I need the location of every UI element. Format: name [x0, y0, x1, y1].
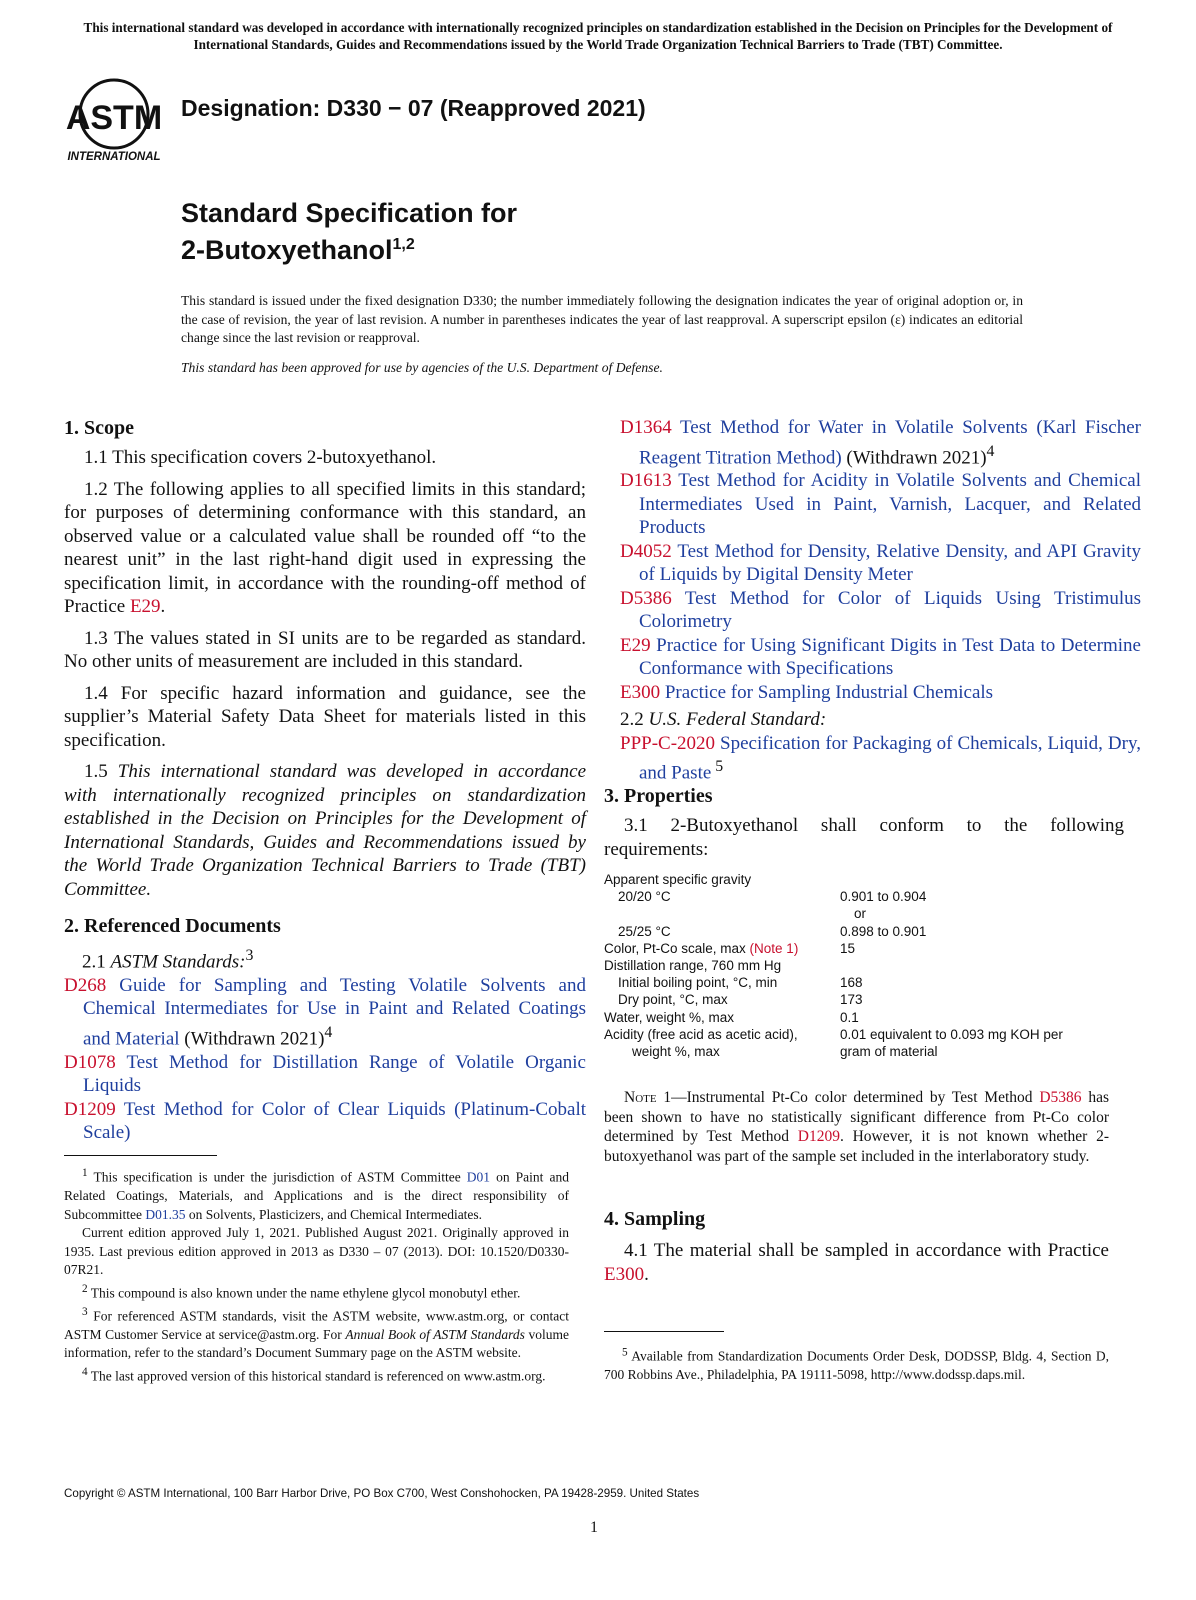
reference-item[interactable]: D1364 Test Method for Water in Volatile Solvents (Karl Fischer Reagent Titration Method) (Withdrawn 2021)$^4$	[620, 417, 1141, 468]
reference-item[interactable]: D1613 Test Method for Acidity in Volatile Solvents and Chemical Intermediates Used in Paint, Varnish, Lacquer, and Related Products	[620, 470, 1141, 539]
link-e29[interactable]: E29	[129, 596, 161, 617]
sampling-4-1: 4.1 The material shall be sampled in accordance with Practice E300.	[604, 1240, 1109, 1285]
page-number: 1	[590, 1519, 598, 1536]
astm-logo	[64, 72, 169, 164]
properties-section	[604, 784, 1124, 861]
federal-standard-subheading: 2.2 U.S. Federal Standard:	[620, 709, 827, 731]
footnote-divider	[64, 1155, 217, 1156]
footnote-3: $^3$ For referenced ASTM standards, visit the ASTM website, www.astm.org, or contact ASTM Customer Service at service@astm.org. For Annual Book of ASTM Standards volume information, refer to the standard’s Document Summary page on the ASTM website.	[64, 1305, 570, 1360]
table-row: 25/25 °C 0.898 to 0.901	[618, 923, 927, 939]
scope-1-2: 1.2 The following applies to all specified limits in this standard; for purposes of determining conformance with this standard, an observed value or a calculated value shall be rounded off “to the nearest unit” in the last right-hand digit used in expressing the specification limit, in accordance with the rounding-off method of Practice E29.	[64, 478, 586, 617]
designation: Designation: D330 − 07 (Reapproved 2021)	[181, 95, 646, 121]
logo-label: INTERNATIONAL	[67, 151, 161, 163]
footnote-divider	[604, 1331, 724, 1332]
link-e300[interactable]: E300	[604, 1263, 645, 1285]
title-footnote-ref: 1,2	[392, 236, 415, 253]
note-1-link[interactable]: (Note 1)	[749, 940, 799, 956]
reference-item[interactable]: E29 Practice for Using Significant Digits in Test Data to Determine Conformance with Specifications	[620, 634, 1141, 680]
astm-reference-list-right	[620, 416, 1141, 704]
table-row: Distillation range, 760 mm Hg	[604, 958, 782, 974]
title-line-2: 2-Butoxyethanol	[181, 235, 393, 265]
scope-1-4: 1.4 For specific hazard information and guidance, see the supplier’s Material Safety Data Sheet for materials listed in this specification.	[64, 682, 586, 751]
document-title	[181, 198, 517, 266]
link-d5386[interactable]: D5386	[1039, 1089, 1082, 1106]
note-1: Note 1—Instrumental Pt-Co color determined by Test Method D5386 has been shown to have no statistically significant difference from Pt-Co color determined by Test Method D1209. However, it is not known whether 2-butoxyethanol was part of the sample set included in the interlaboratory study.	[604, 1089, 1109, 1165]
title-line-1: Standard Specification for	[181, 198, 518, 228]
reference-item[interactable]: E300 Practice for Sampling Industrial Chemicals	[620, 681, 994, 703]
reference-item[interactable]: D268 Guide for Sampling and Testing Volatile Solvents and Chemical Intermediates for Use in Paint and Related Coatings and Material (Withdrawn 2021)$^4$	[64, 974, 586, 1050]
table-row: Initial boiling point, °C, min 168	[618, 975, 863, 991]
reference-item[interactable]: D1209 Test Method for Color of Clear Liquids (Platinum-Cobalt Scale)	[64, 1098, 586, 1144]
footnote-5: $^5$ Available from Standardization Documents Order Desk, DODSSP, Bldg. 4, Section D, 700 Robbins Ave., Philadelphia, PA 19111-5098, http://www.dodssp.daps.mil.	[604, 1346, 1109, 1382]
table-row: weight %, max gram of material	[632, 1044, 938, 1060]
right-column	[620, 416, 1141, 785]
table-row: Apparent specific gravity	[604, 872, 752, 887]
link-d1209[interactable]: D1209	[797, 1128, 840, 1145]
reference-item[interactable]: D4052 Test Method for Density, Relative Density, and API Gravity of Liquids by Digital Density Meter	[620, 540, 1141, 586]
properties-table	[604, 871, 1063, 1060]
footnote-1: $^1$ This specification is under the jurisdiction of ASTM Committee D01 on Paint and Related Coatings, Materials, and Applications and is the direct responsibility of Subcommittee D01.35 on Solvents, Plasticizers, and Chemical Intermediates.	[64, 1167, 569, 1222]
astm-standards-subheading: 2.1 ASTM Standards:$^3$	[82, 947, 254, 973]
federal-reference-item[interactable]: PPP-C-2020 Specification for Packaging of Chemicals, Liquid, Dry, and Paste $^5$	[620, 732, 1141, 784]
table-row: or	[854, 906, 867, 922]
reference-item[interactable]: D5386 Test Method for Color of Liquids Using Tristimulus Colorimetry	[620, 587, 1141, 633]
footnote-2: $^2$ This compound is also known under the name ethylene glycol monobutyl ether.	[82, 1282, 521, 1300]
copyright-notice: Copyright © ASTM International, 100 Barr Harbor Drive, PO Box C700, West Conshohocken, PA 19428-2959. United States	[64, 1487, 700, 1500]
section-references-heading: 2. Referenced Documents	[64, 915, 281, 937]
properties-3-1: 3.1 2-Butoxyethanol shall conform to the following requirements:	[604, 815, 1124, 860]
sampling-section	[604, 1207, 1109, 1286]
link-d01[interactable]: D01	[466, 1169, 491, 1185]
footnote-4: $^4$ The last approved version of this historical standard is referenced on www.astm.org.	[82, 1365, 546, 1383]
scope-1-3: 1.3 The values stated in SI units are to be regarded as standard. No other units of measurement are included in this standard.	[64, 627, 586, 672]
dod-approval-note: This standard has been approved for use by agencies of the U.S. Department of Defense.	[181, 360, 663, 375]
scope-1-5: 1.5 This international standard was developed in accordance with internationally recognized principles on standardization established in the Decision on Principles for the Development of International Standards, Guides and Recommendations issued by the World Trade Organization Technical Barriers to Trade (TBT) Committee.	[64, 761, 587, 900]
table-row: Color, Pt-Co scale, max (Note 1) 15	[604, 940, 856, 956]
left-column	[64, 416, 586, 1145]
table-row: Water, weight %, max 0.1	[604, 1009, 859, 1025]
footnote-edition: Current edition approved July 1, 2021. Published August 2021. Originally approved in 1935. Last previous edition approved in 2013 as D330 – 07 (2013). DOI: 10.1520/D0330-07R21.	[64, 1225, 569, 1277]
footnotes-left	[64, 1164, 569, 1386]
table-row: 20/20 °C 0.901 to 0.904	[618, 889, 927, 905]
reference-item[interactable]: D1078 Test Method for Distillation Range of Volatile Organic Liquids	[64, 1051, 586, 1097]
logo-wordmark: ASTM	[65, 99, 163, 137]
top-notice: This international standard was developed in accordance with internationally recognized principles on standardization established in the Decision on Principles for the Development of International Standards, Guides and Recommendations issued by the World Trade Organization Technical Barriers to Trade (TBT) Committee.	[83, 20, 1113, 52]
section-scope-heading: 1. Scope	[64, 417, 134, 439]
astm-reference-list-left	[64, 974, 586, 1145]
section-properties-heading: 3. Properties	[604, 785, 713, 807]
table-row: Dry point, °C, max 173	[618, 992, 863, 1008]
issuance-note: This standard is issued under the fixed designation D330; the number immediately following the designation indicates the year of original adoption or, in the case of revision, the year of last revision. A number in parentheses indicates the year of last reapproval. A superscript epsilon (ε) indicates an editorial change since the last revision or reapproval.	[181, 293, 1023, 345]
link-d01-35[interactable]: D01.35	[145, 1206, 186, 1222]
section-sampling-heading: 4. Sampling	[604, 1208, 706, 1230]
table-row: Acidity (free acid as acetic acid), 0.01 equivalent to 0.093 mg KOH per	[604, 1026, 1063, 1042]
scope-1-1: 1.1 This specification covers 2-butoxyethanol.	[84, 447, 437, 468]
